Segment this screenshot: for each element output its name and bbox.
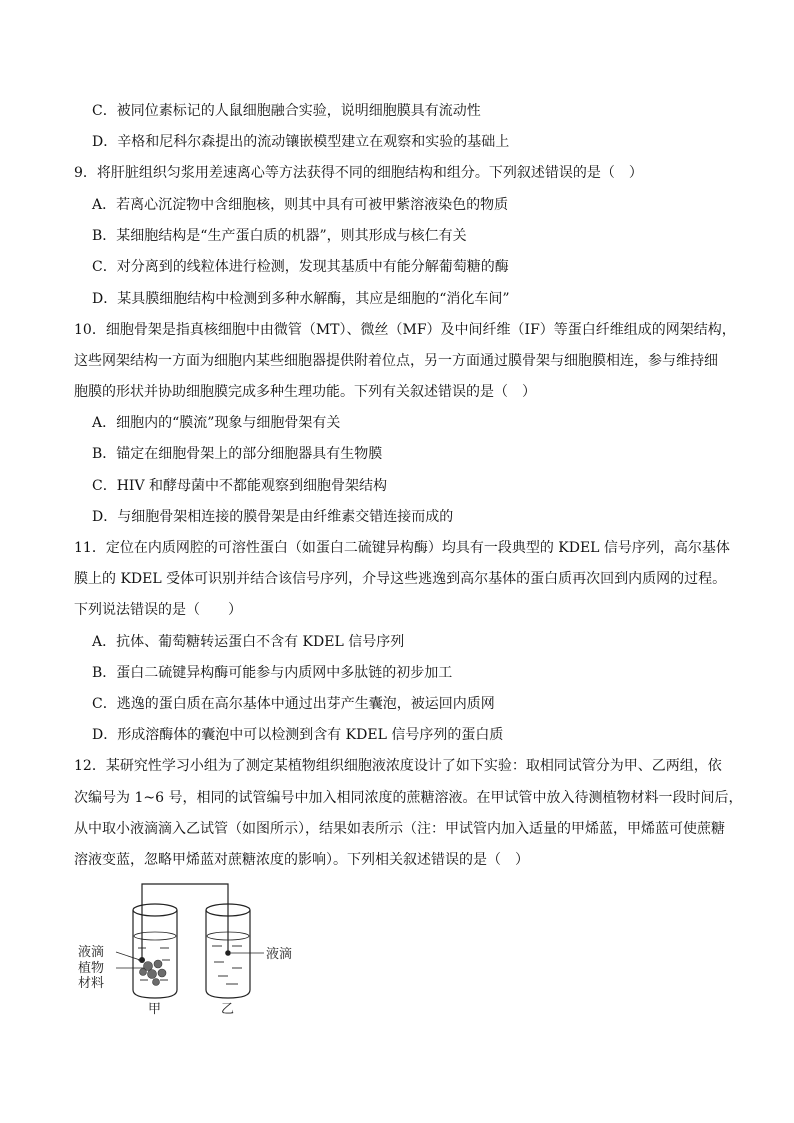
label-plant-line1: 植物 bbox=[78, 961, 105, 976]
connecting-tube bbox=[142, 884, 228, 958]
label-droplet-right: 液滴 bbox=[266, 947, 293, 962]
q8-option-d: D．辛格和尼科尔森提出的流动镶嵌模型建立在观察和实验的基础上 bbox=[92, 134, 510, 150]
label-plant-line2: 材料 bbox=[78, 976, 105, 991]
tube-jia bbox=[133, 904, 177, 998]
q9-option-b: B．某细胞结构是“生产蛋白质的机器”，则其形成与核仁有关 bbox=[92, 228, 467, 244]
q10-option-c: C．HIV 和酵母菌中不都能观察到细胞骨架结构 bbox=[92, 478, 388, 494]
q11-stem-line1: 11．定位在内质网腔的可溶性蛋白（如蛋白二硫键异构酶）均具有一段典型的 KDEL 信号序列，高尔基体 bbox=[74, 540, 730, 556]
q9-option-c: C．对分离到的线粒体进行检测，发现其基质中有能分解葡萄糖的酶 bbox=[92, 259, 509, 275]
q10-option-d: D．与细胞骨架相连接的膜骨架是由纤维素交错连接而成的 bbox=[92, 509, 454, 525]
q11-option-b: B．蛋白二硫键异构酶可能参与内质网中多肽链的初步加工 bbox=[92, 665, 453, 681]
q11-option-a: A．抗体、葡萄糖转运蛋白不含有 KDEL 信号序列 bbox=[92, 634, 405, 650]
label-tube-jia: 甲 bbox=[148, 1002, 162, 1015]
q10-stem-line2: 这些网架结构一方面为细胞内某些细胞器提供附着位点，另一方面通过膜骨架与细胞膜相连，参与维持细 bbox=[74, 353, 718, 369]
label-droplet-left: 液滴 bbox=[78, 945, 105, 960]
q11-option-d: D．形成溶酶体的囊泡中可以检测到含有 KDEL 信号序列的蛋白质 bbox=[92, 727, 504, 743]
q9-stem: 9．将肝脏组织匀浆用差速离心等方法获得不同的细胞结构和组分。下列叙述错误的是（ ） bbox=[74, 165, 643, 181]
q11-option-c: C．逃逸的蛋白质在高尔基体中通过出芽产生囊泡，被运回内质网 bbox=[92, 696, 495, 712]
q11-stem-line3: 下列说法错误的是（ ） bbox=[74, 602, 242, 618]
q10-stem-line3: 胞膜的形状并协助细胞膜完成多种生理功能。下列有关叙述错误的是（ ） bbox=[74, 384, 536, 400]
q12-stem-line1: 12．某研究性学习小组为了测定某植物组织细胞液浓度设计了如下实验：取相同试管分为甲、乙两组，依 bbox=[74, 758, 722, 774]
q9-option-d: D．某具膜细胞结构中检测到多种水解酶，其应是细胞的“消化车间” bbox=[92, 291, 510, 307]
q12-stem-line3: 从中取小液滴滴入乙试管（如图所示），结果如表所示（注：甲试管内加入适量的甲烯蓝，甲烯蓝可使蔗糖 bbox=[74, 821, 725, 837]
droplet-yi bbox=[225, 950, 231, 956]
label-tube-yi: 乙 bbox=[221, 1002, 235, 1015]
q8-option-c: C．被同位素标记的人鼠细胞融合实验，说明细胞膜具有流动性 bbox=[92, 103, 481, 119]
q9-option-a: A．若离心沉淀物中含细胞核，则其中具有可被甲紫溶液染色的物质 bbox=[92, 197, 509, 213]
q10-option-b: B．锚定在细胞骨架上的部分细胞器具有生物膜 bbox=[92, 446, 383, 462]
q10-stem-line1: 10．细胞骨架是指真核细胞中由微管（MT）、微丝（MF）及中间纤维（IF）等蛋白纤维组成的网架结构， bbox=[74, 322, 736, 338]
test-tube-diagram bbox=[76, 880, 336, 1015]
q12-stem-line4: 溶液变蓝，忽略甲烯蓝对蔗糖浓度的影响）。下列相关叙述错误的是（ ） bbox=[74, 852, 529, 868]
q11-stem-line2: 膜上的 KDEL 受体可识别并结合该信号序列，介导这些逃逸到高尔基体的蛋白质再次回到内质网的过程。 bbox=[74, 571, 727, 587]
q10-option-a: A．细胞内的“膜流”现象与细胞骨架有关 bbox=[92, 415, 341, 431]
plant-material bbox=[140, 960, 167, 986]
q12-stem-line2: 次编号为 1~6 号，相同的试管编号中加入相同浓度的蔗糖溶液。在甲试管中放入待测植物材料一段时间后， bbox=[74, 790, 743, 806]
